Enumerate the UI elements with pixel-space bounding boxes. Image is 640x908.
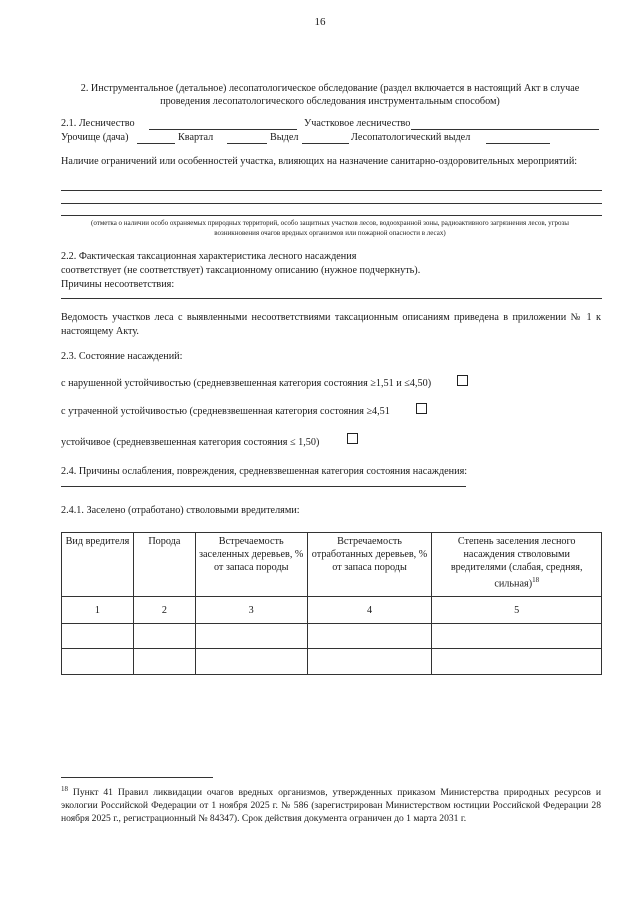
s241-title: 2.4.1. Заселено (отработано) стволовыми вредителями:	[61, 505, 300, 516]
col-number-5: 5	[432, 597, 602, 624]
table-cell[interactable]	[307, 649, 432, 675]
tract-field[interactable]	[137, 143, 175, 144]
table-number-row	[62, 597, 602, 624]
header-colonization-degree-text: Степень заселения лесного насаждения стволовыми вредителями (слабая, средняя, сильная)	[450, 536, 583, 590]
restrictions-note: (отметка о наличии особо охраняемых природных территорий, особо защитных участков лесов, водоохранной зоны, радиоактивного загрязнения лесов, угрозы возникновения очагов вредных организмов или пожарной опасности в лесах)	[91, 219, 569, 237]
s24-title: 2.4. Причины ослабления, повреждения, средневзвешенная категория состояния насаждения:	[61, 466, 468, 477]
quarter-label: Квартал	[178, 132, 214, 143]
table-cell[interactable]	[195, 649, 307, 675]
footnote-mark: 18	[61, 785, 68, 793]
pathology-allotment-field[interactable]	[486, 143, 550, 144]
table-cell[interactable]	[432, 649, 602, 675]
table-cell[interactable]	[133, 649, 195, 675]
table-row	[62, 624, 602, 649]
table-cell[interactable]	[432, 624, 602, 649]
footnote-text: Пункт 41 Правил ликвидации очагов вредных организмов, утвержденных приказом Министерства природных ресурсов и экологии Российской Федерации от 1 ноября 2025 г. № 586 (зарегистрирован Министерством юстиции Российской Федерации 28 ноября 2025 г., регистрационный № 84347). Срок действия документа ограничен до 1 марта 2031 г.	[61, 787, 601, 825]
district-label: Участковое лесничество	[304, 118, 411, 129]
forestry-field[interactable]	[149, 129, 297, 130]
pathology-allotment-label: Лесопатологический выдел	[351, 132, 471, 143]
tract-label: Урочище (дача)	[61, 132, 129, 143]
restrictions-field-1[interactable]	[61, 190, 602, 191]
col-number-1: 1	[62, 597, 134, 624]
s22-title: 2.2. Фактическая таксационная характеристика лесного насаждения	[61, 251, 357, 262]
section-heading: 2. Инструментальное (детальное) лесопатологическое обследование (раздел включается в настоящий Акт в случае проведения лесопатологического обследования инструментальным способом)	[80, 83, 580, 107]
table-cell[interactable]	[133, 624, 195, 649]
restrictions-field-2[interactable]	[61, 203, 602, 204]
header-colonization-degree	[432, 533, 602, 597]
table-cell[interactable]	[62, 624, 134, 649]
table-cell[interactable]	[62, 649, 134, 675]
table-cell[interactable]	[195, 624, 307, 649]
header-tree-species: Порода	[133, 533, 195, 597]
s23-option-3: устойчивое (средневзвешенная категория состояния ≤ 1,50)	[61, 437, 320, 448]
s22-reasons-label: Причины несоответствия:	[61, 279, 175, 290]
footnote	[61, 783, 601, 825]
district-field[interactable]	[411, 129, 599, 130]
s23-title: 2.3. Состояние насаждений:	[61, 351, 183, 362]
s24-field[interactable]	[61, 486, 466, 487]
quarter-field[interactable]	[227, 143, 267, 144]
table-cell[interactable]	[307, 624, 432, 649]
restrictions-field-3[interactable]	[61, 215, 602, 216]
s23-option-2: с утраченной устойчивостью (средневзвешенная категория состояния ≥4,51	[61, 406, 390, 417]
reasons-field[interactable]	[61, 298, 602, 299]
table-row	[62, 649, 602, 675]
s23-checkbox-1[interactable]	[457, 375, 468, 386]
s22-correspondence: соответствует (не соответствует) таксационному описанию (нужное подчеркнуть).	[61, 265, 421, 276]
s23-checkbox-3[interactable]	[347, 433, 358, 444]
col-number-2: 2	[133, 597, 195, 624]
s23-option-1: с нарушенной устойчивостью (средневзвешенная категория состояния ≥1,51 и ≤4,50)	[61, 378, 432, 389]
forestry-label: 2.1. Лесничество	[61, 118, 135, 129]
page-number: 16	[314, 16, 326, 28]
allotment-label: Выдел	[270, 132, 299, 143]
header-spent-trees: Встречаемость отработанных деревьев, % от запаса породы	[307, 533, 432, 597]
table-header-row	[62, 533, 602, 597]
footnote-separator	[61, 777, 213, 778]
col-number-3: 3	[195, 597, 307, 624]
header-colonized-trees: Встречаемость заселенных деревьев, % от запаса породы	[195, 533, 307, 597]
footnote-ref: 18	[532, 576, 540, 584]
header-pest-species: Вид вредителя	[62, 533, 134, 597]
restrictions-text: Наличие ограничений или особенностей участка, влияющих на назначение санитарно-оздоровительных мероприятий:	[61, 156, 578, 167]
s23-checkbox-2[interactable]	[416, 403, 427, 414]
pests-table	[61, 532, 602, 675]
col-number-4: 4	[307, 597, 432, 624]
s22-statement: Ведомость участков леса с выявленными несоответствиями таксационным описаниям приведена в приложении № 1 к настоящему Акту.	[61, 312, 601, 337]
allotment-field[interactable]	[302, 143, 349, 144]
